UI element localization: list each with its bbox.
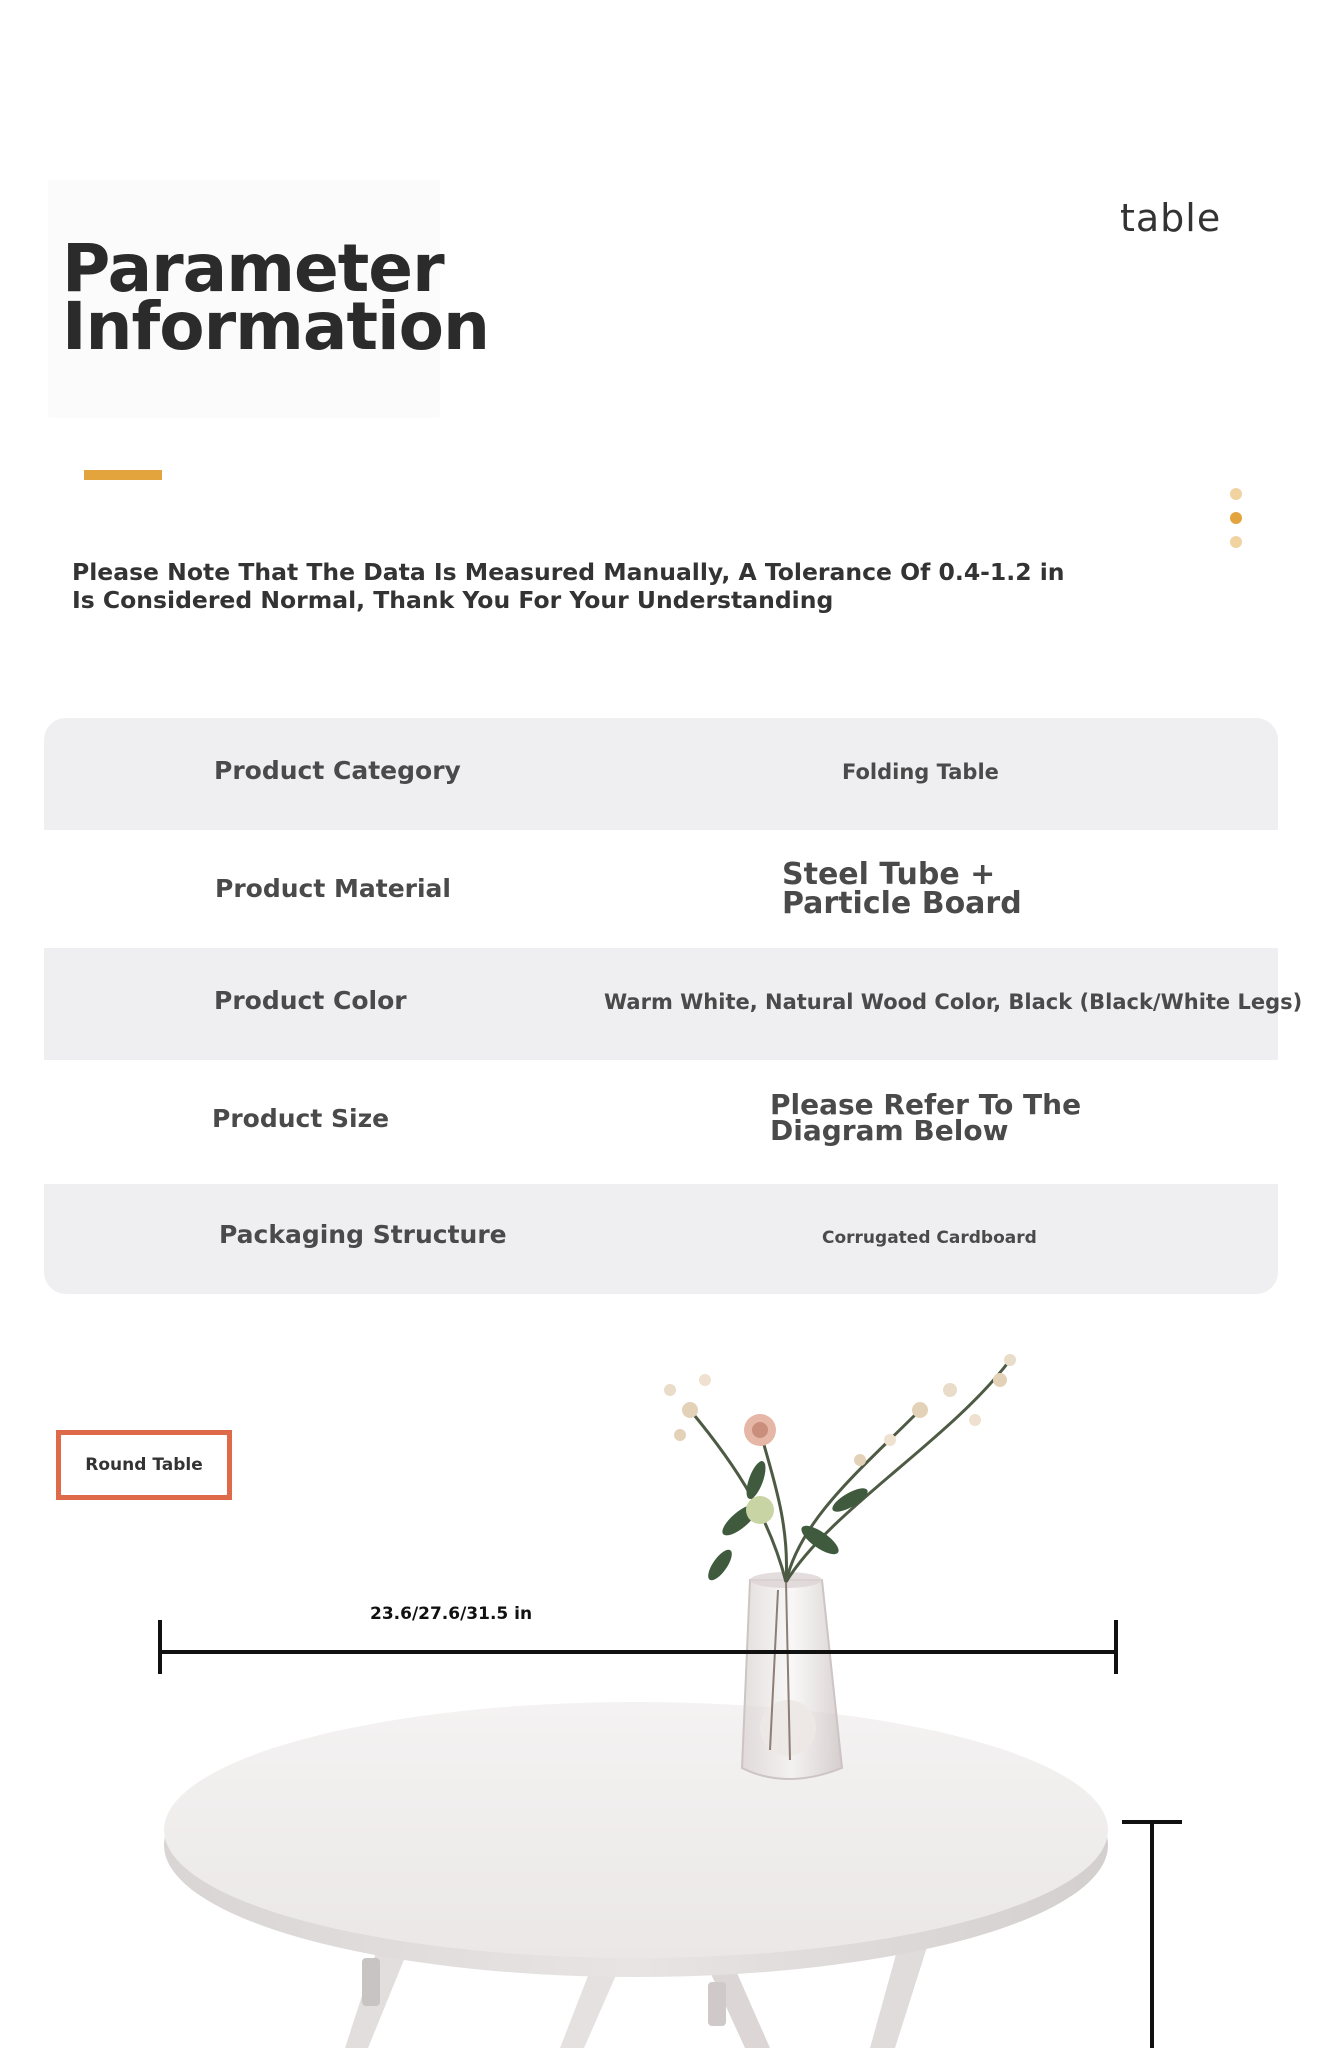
dot-icon: [1230, 536, 1242, 548]
vase-icon: [742, 1572, 842, 1779]
table-row: [44, 1060, 1278, 1184]
round-table-badge: Round Table: [56, 1430, 232, 1500]
table-row: [44, 1184, 1278, 1294]
size-diagram: [0, 1320, 1322, 2048]
param-value: Folding Table: [842, 760, 999, 784]
table-row: [44, 948, 1303, 1060]
width-dimension-label: 23.6/27.6/31.5 in: [370, 1604, 533, 1624]
dot-icon: [1230, 488, 1242, 500]
table-row: [44, 718, 1278, 830]
measurement-note: Please Note That The Data Is Measured Manually, A Tolerance Of 0.4-1.2 in Is Considered Normal, Thank You For Your Understanding: [72, 558, 1065, 614]
accent-bar: [84, 470, 162, 480]
param-value: Please Refer To The Diagram Below: [770, 1088, 1082, 1147]
param-label: Product Category: [214, 756, 461, 785]
page-title-line-2: Information: [62, 288, 489, 365]
param-value: Corrugated Cardboard: [822, 1228, 1037, 1248]
param-value: Steel Tube + Particle Board: [782, 857, 1022, 921]
param-value: Warm White, Natural Wood Color, Black (Black/White Legs): [604, 990, 1303, 1014]
param-label: Packaging Structure: [219, 1220, 507, 1249]
page-title-line-1: Parameter: [62, 230, 444, 307]
flower-stems: [690, 1360, 1010, 1582]
brand-tag: table: [1120, 196, 1222, 240]
decorative-dots: [1228, 488, 1244, 550]
parameter-table: [44, 718, 1303, 1294]
width-dimension-line: [160, 1620, 1116, 1674]
param-label: Product Size: [212, 1104, 390, 1133]
param-label: Product Material: [215, 874, 451, 903]
table-top: [164, 1702, 1108, 1977]
param-label: Product Color: [214, 986, 407, 1015]
dot-icon: [1230, 512, 1242, 524]
table-row: [44, 830, 1278, 948]
height-dimension-line: [1122, 1822, 1182, 2048]
page-title: [62, 230, 582, 365]
